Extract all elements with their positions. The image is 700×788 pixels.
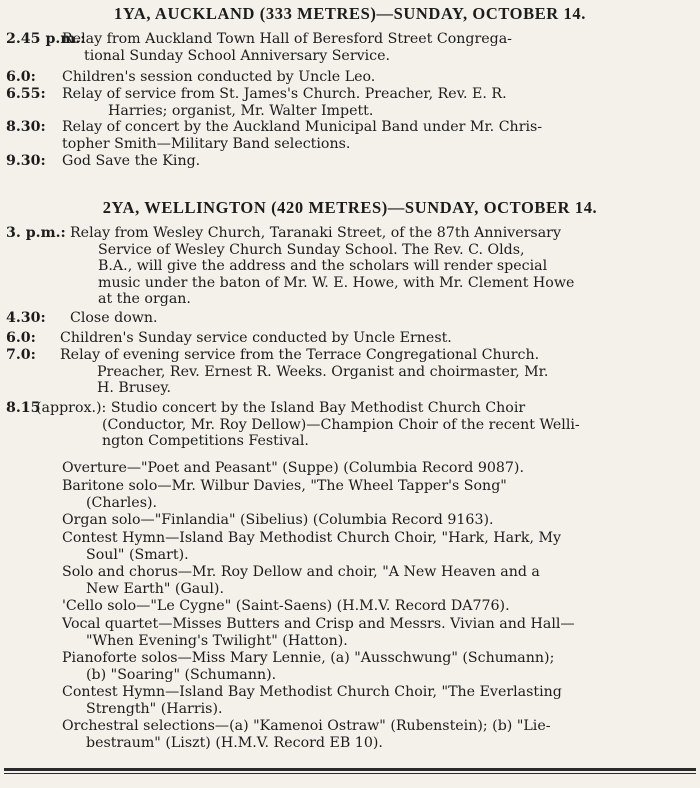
programme-item-line: Organ solo—"Finlandia" (Sibelius) (Columbia Record 9163). <box>62 512 494 528</box>
programme-item-line: (Charles). <box>86 494 158 511</box>
entry-text-line: Service of Wesley Church Sunday School. The Rev. C. Olds, <box>98 241 525 258</box>
entry-text-line: Children's session conducted by Uncle Leo. <box>62 69 376 85</box>
entry-text-line: music under the baton of Mr. W. E. Howe, with Mr. Clement Howe <box>98 274 575 291</box>
entry-time: 6.0: <box>6 330 36 346</box>
entry-time: 8.15 <box>6 400 41 416</box>
entry-text-line: (approx.): Studio concert by the Island Bay Methodist Church Choir <box>36 400 526 416</box>
entry-text-line: Relay of concert by the Auckland Municipal Band under Mr. Chris- <box>62 119 543 135</box>
programme-item-line: New Earth" (Gaul). <box>86 580 224 597</box>
entry-text-line: Children's Sunday service conducted by Uncle Ernest. <box>60 330 452 346</box>
entry-text-line: Relay of service from St. James's Church. Preacher, Rev. E. R. <box>62 86 507 102</box>
entry-text-line: Relay of evening service from the Terrace Congregational Church. <box>60 347 540 363</box>
section-heading-1ya-auckland: 1YA, AUCKLAND (333 METRES)—SUNDAY, OCTOBER 14. <box>114 4 586 23</box>
programme-item-line: 'Cello solo—"Le Cygne" (Saint-Saens) (H.M.V. Record DA776). <box>62 598 510 614</box>
entry-text-line: Harries; organist, Mr. Walter Impett. <box>108 102 374 119</box>
programme-item-line: Contest Hymn—Island Bay Methodist Church Choir, "The Everlasting <box>62 684 562 700</box>
section-heading-2ya-wellington: 2YA, WELLINGTON (420 METRES)—SUNDAY, OCTOBER 14. <box>102 198 598 217</box>
entry-text-line: H. Brusey. <box>97 380 172 396</box>
entry-time: 4.30: <box>6 310 46 326</box>
entry-text-line: Relay from Auckland Town Hall of Beresford Street Congrega- <box>62 31 512 47</box>
entry-text-line: at the organ. <box>98 291 191 307</box>
programme-item-line: Vocal quartet—Misses Butters and Crisp and Messrs. Vivian and Hall— <box>62 616 575 632</box>
entry-time: 6.0: <box>6 69 36 85</box>
programme-item-line: "When Evening's Twilight" (Hatton). <box>86 632 348 649</box>
entry-time: 6.55: <box>6 86 46 102</box>
entry-text-line: ngton Competitions Festival. <box>102 433 309 449</box>
programme-item-line: Solo and chorus—Mr. Roy Dellow and choir, "A New Heaven and a <box>62 564 540 580</box>
entry-text-line: Close down. <box>70 310 158 326</box>
entry-time: 2.45 p.m.: <box>6 31 86 47</box>
programme-item-line: Orchestral selections—(a) "Kamenoi Ostraw" (Rubenstein); (b) "Lie- <box>62 718 551 734</box>
entry-time: 8.30: <box>6 119 46 135</box>
entry-time: 3. p.m.: <box>6 225 66 241</box>
programme-item-line: Strength" (Harris). <box>86 700 223 717</box>
entry-text-line: tional Sunday School Anniversary Service. <box>84 47 391 64</box>
bottom-rule-thick <box>4 768 696 771</box>
bottom-rule-thin <box>4 773 696 774</box>
entry-text-line: God Save the King. <box>62 153 201 169</box>
entry-text-line: B.A., will give the address and the scholars will render special <box>98 258 548 274</box>
programme-item-line: Overture—"Poet and Peasant" (Suppe) (Columbia Record 9087). <box>62 460 524 476</box>
programme-item-line: Contest Hymn—Island Bay Methodist Church Choir, "Hark, Hark, My <box>62 530 562 546</box>
entry-text-line: Preacher, Rev. Ernest R. Weeks. Organist and choirmaster, Mr. <box>97 363 549 380</box>
programme-item-line: (b) "Soaring" (Schumann). <box>86 666 277 683</box>
programme-item-line: Pianoforte solos—Miss Mary Lennie, (a) "Ausschwung" (Schumann); <box>62 650 555 666</box>
entry-text-line: Relay from Wesley Church, Taranaki Street, of the 87th Anniversary <box>70 225 561 241</box>
entry-time: 7.0: <box>6 347 36 363</box>
entry-time: 9.30: <box>6 153 46 169</box>
entry-text-line: topher Smith—Military Band selections. <box>62 135 351 152</box>
programme-item-line: bestraum" (Liszt) (H.M.V. Record EB 10). <box>86 734 383 751</box>
programme-item-line: Soul" (Smart). <box>86 546 189 563</box>
programme-item-line: Baritone solo—Mr. Wilbur Davies, "The Wheel Tapper's Song" <box>62 478 507 494</box>
entry-text-line: (Conductor, Mr. Roy Dellow)—Champion Choir of the recent Welli- <box>102 416 580 433</box>
